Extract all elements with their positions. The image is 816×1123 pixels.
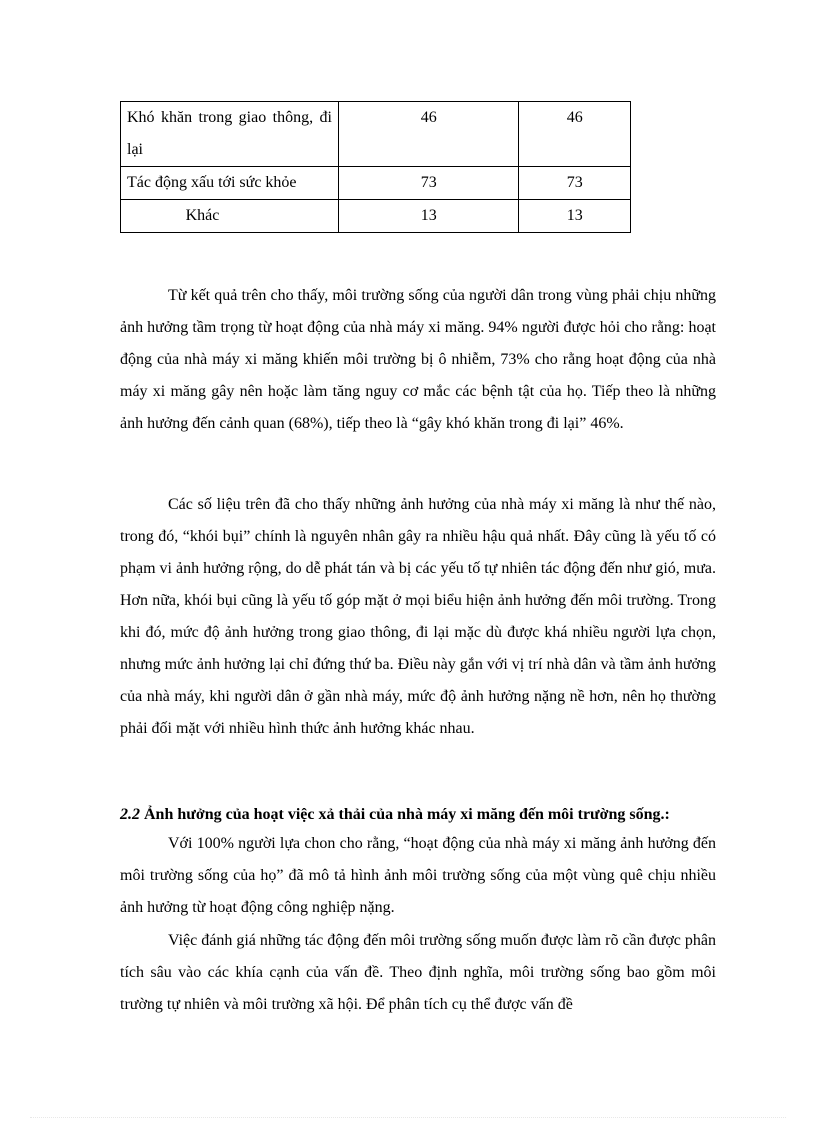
paragraph bbox=[120, 280, 716, 440]
page-bottom-rule bbox=[30, 1117, 786, 1118]
paragraph bbox=[120, 925, 716, 1021]
section-number: 2.2 bbox=[120, 806, 140, 823]
row-label: Tác động xấu tới sức khỏe bbox=[121, 167, 339, 200]
row-value-2: 73 bbox=[519, 167, 631, 200]
paragraph-text: Với 100% người lựa chon cho rằng, “hoạt động của nhà máy xi măng ảnh hưởng đến môi trường sống của họ” đã mô tả hình ảnh môi trường sống của một vùng quê chịu nhiều ảnh hưởng từ hoạt động công nghiệp nặng. bbox=[120, 835, 716, 916]
paragraph-text: Từ kết quả trên cho thấy, môi trường sống của người dân trong vùng phải chịu những ảnh hưởng tầm trọng từ hoạt động của nhà máy xi măng. 94% người được hỏi cho rằng: hoạt động của nhà máy xi măng khiến môi trường bị ô nhiễm, 73% cho rằng hoạt động của nhà máy xi măng gây nên hoặc làm tăng nguy cơ mắc các bệnh tật của họ. Tiếp theo là những ảnh hưởng đến cảnh quan (68%), tiếp theo là “gây khó khăn trong đi lại” 46%. bbox=[120, 287, 716, 432]
row-value-1: 46 bbox=[338, 102, 519, 167]
paragraph-text: Việc đánh giá những tác động đến môi trường sống muốn được làm rõ cần được phân tích sâu vào các khía cạnh của vấn đề. Theo định nghĩa, môi trường sống bao gồm môi trường tự nhiên và môi trường xã hội. Để phân tích cụ thể được vấn đề bbox=[120, 932, 716, 1013]
section-heading bbox=[120, 799, 720, 831]
paragraph bbox=[120, 489, 716, 745]
row-label: Khó khăn trong giao thông, đi lại bbox=[121, 102, 339, 167]
row-value-2: 13 bbox=[519, 200, 631, 233]
row-value-1: 73 bbox=[338, 167, 519, 200]
row-label: Khác bbox=[121, 200, 339, 233]
table-row bbox=[121, 200, 631, 233]
section-title: Ảnh hưởng của hoạt việc xả thải của nhà máy xi măng đến môi trường sống.: bbox=[144, 806, 670, 823]
row-value-2: 46 bbox=[519, 102, 631, 167]
table-row bbox=[121, 167, 631, 200]
survey-table bbox=[120, 101, 631, 233]
paragraph bbox=[120, 828, 716, 924]
row-value-1: 13 bbox=[338, 200, 519, 233]
paragraph-text: Các số liệu trên đã cho thấy những ảnh hưởng của nhà máy xi măng là như thế nào, trong đó, “khói bụi” chính là nguyên nhân gây ra nhiều hậu quả nhất. Đây cũng là yếu tố có phạm vi ảnh hưởng rộng, do dễ phát tán và bị các yếu tố tự nhiên tác động đến như gió, mưa. Hơn nữa, khói bụi cũng là yếu tố góp mặt ở mọi biểu hiện ảnh hưởng đến môi trường. Trong khi đó, mức độ ảnh hưởng trong giao thông, đi lại mặc dù được khá nhiều người lựa chọn, nhưng mức ảnh hưởng lại chỉ đứng thứ ba. Điều này gắn với vị trí nhà dân và tầm ảnh hưởng của nhà máy, khi người dân ở gần nhà máy, mức độ ảnh hưởng nặng nề hơn, nên họ thường phải đối mặt với nhiều hình thức ảnh hưởng khác nhau. bbox=[120, 496, 716, 737]
table-row bbox=[121, 102, 631, 167]
